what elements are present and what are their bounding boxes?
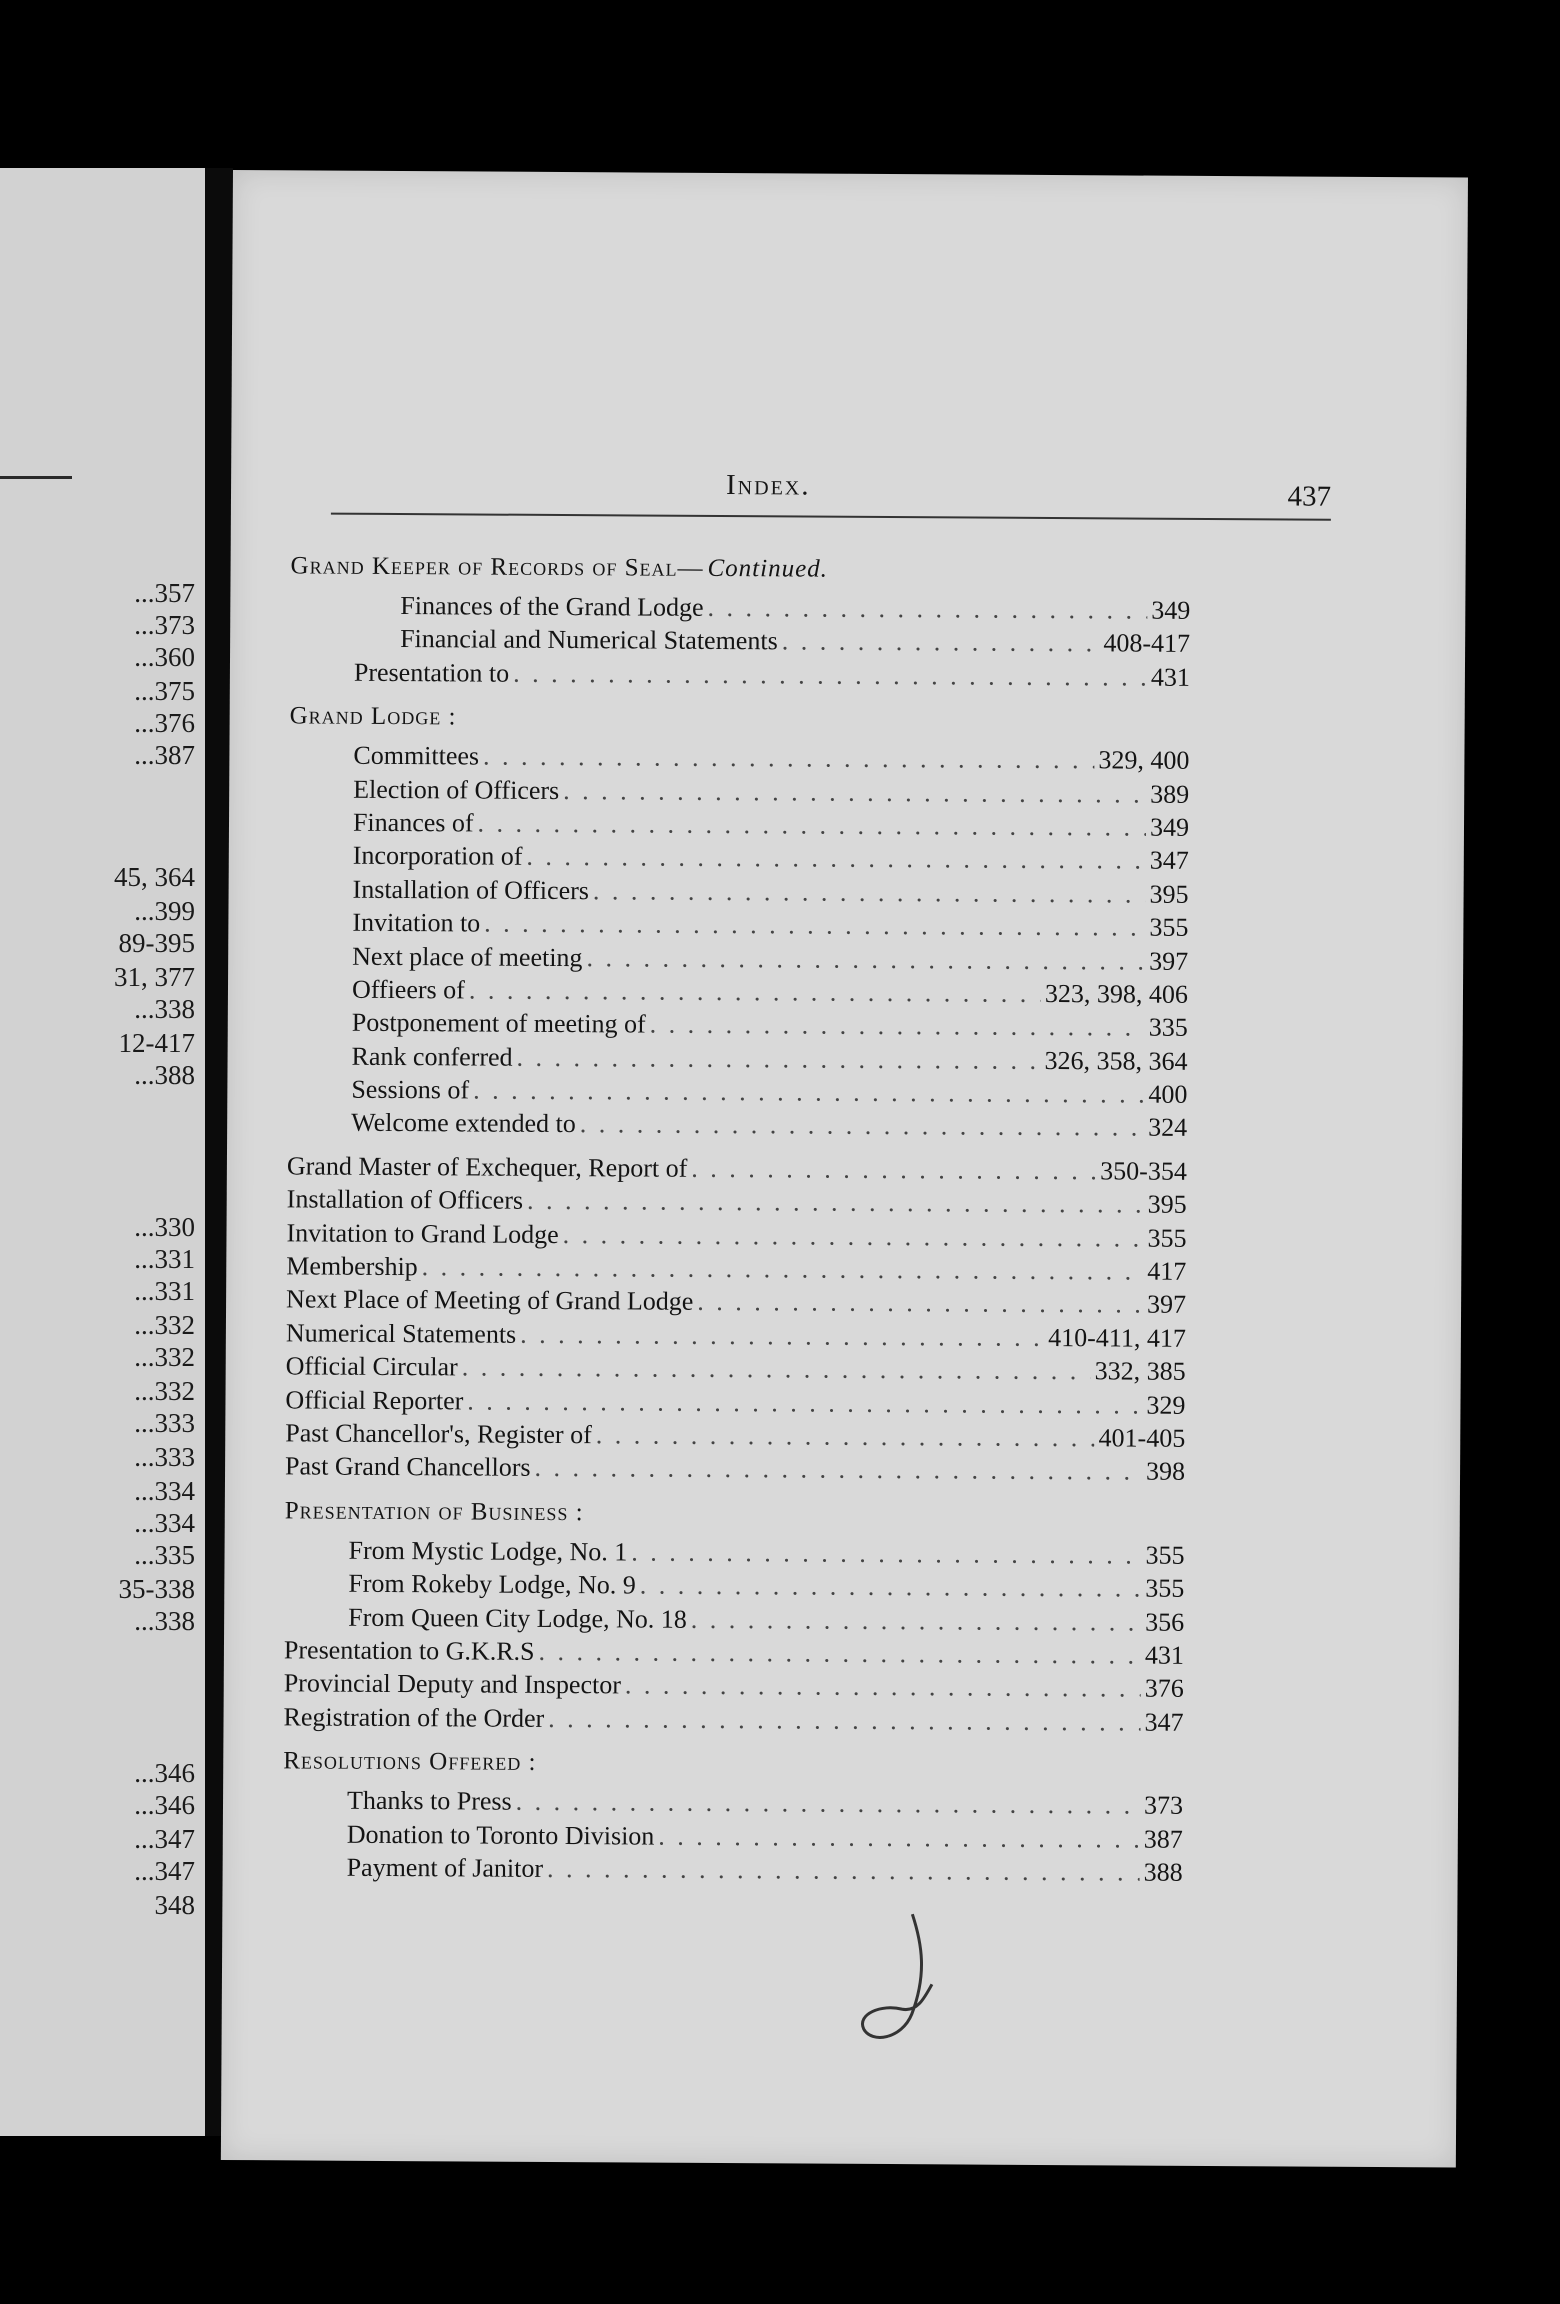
index-entry-pages: 387	[1143, 1824, 1183, 1854]
index-entry-pages: 355	[1149, 912, 1189, 942]
index-entry	[290, 590, 1190, 629]
dot-leader	[462, 1353, 1091, 1387]
index-entry	[283, 1819, 1183, 1858]
index-entry	[288, 907, 1188, 946]
index-entry-pages: 417	[1147, 1256, 1187, 1286]
dot-leader	[484, 909, 1145, 943]
index-entry-pages: 408-417	[1103, 628, 1191, 659]
section-heading	[285, 1497, 1185, 1540]
index-entry-pages: 401-405	[1098, 1423, 1186, 1453]
index-entry-pages: 335	[1148, 1012, 1188, 1043]
index-entry-pages: 431	[1144, 1640, 1185, 1670]
index-entry-term: Past Chancellor's, Register of	[285, 1418, 592, 1450]
index-entry-pages: 395	[1149, 879, 1189, 909]
dot-leader	[469, 975, 1041, 1008]
dot-leader	[422, 1252, 1144, 1286]
index-entry-term: Presentation to G.K.R.S	[283, 1635, 535, 1666]
index-entry-pages: 410-411, 417	[1048, 1322, 1186, 1353]
dot-leader	[625, 1671, 1141, 1704]
left-page-fragment-text: ...335	[134, 1540, 195, 1570]
left-page-fragment-text: ...332	[134, 1310, 195, 1340]
index-entry-term: Invitation to Grand Lodge	[286, 1217, 559, 1249]
left-page-fragment-text: 45, 364	[114, 862, 195, 892]
index-entry-pages: 355	[1145, 1573, 1185, 1603]
left-page-fragment-text: ...346	[134, 1758, 195, 1788]
left-page-fragment-text: ...357	[134, 578, 195, 608]
header-rule	[331, 513, 1331, 521]
dot-leader	[527, 1186, 1144, 1220]
index-entry-pages: 356	[1145, 1607, 1185, 1637]
section-heading	[290, 703, 1190, 746]
index-entry-term: Finances of	[352, 807, 474, 838]
index-entry-term: Installation of Officers	[352, 874, 590, 905]
section-heading-text: Grand Keeper of Records of Seal—	[290, 552, 704, 582]
index-entry	[284, 1635, 1184, 1674]
left-page-fragment-text: ...338	[134, 994, 195, 1024]
index-entry-pages: 324	[1148, 1113, 1188, 1143]
index-entry-term: Numerical Statements	[285, 1318, 517, 1349]
section-heading-text: Resolutions Offered :	[283, 1747, 537, 1776]
left-page-fragment-text: ...373	[134, 610, 195, 640]
index-entry	[287, 1185, 1187, 1224]
left-page-fragment-text: ...338	[134, 1606, 195, 1636]
index-entry-term: Installation of Officers	[286, 1184, 524, 1216]
index-entry	[289, 741, 1189, 780]
index-entry	[287, 1041, 1187, 1080]
index-entry-pages: 355	[1147, 1223, 1187, 1253]
index-entry-term: Invitation to	[352, 907, 481, 938]
dot-leader	[650, 1010, 1145, 1043]
dot-leader	[596, 1420, 1095, 1453]
dot-leader	[467, 1386, 1142, 1420]
index-entry	[286, 1318, 1186, 1357]
index-entry	[283, 1702, 1183, 1741]
index-entry-term: Committees	[353, 740, 480, 771]
left-page-rule	[0, 476, 72, 479]
dot-leader	[516, 1787, 1140, 1821]
left-page-fragment-text: ...333	[134, 1408, 195, 1438]
index-entry-term: Offieers of	[351, 974, 465, 1005]
left-page-fragment-text: ...330	[134, 1212, 195, 1242]
dot-leader	[563, 776, 1146, 810]
index-entry	[287, 1074, 1187, 1113]
index-entry	[283, 1785, 1183, 1824]
dot-leader	[548, 1704, 1141, 1738]
index-body	[283, 540, 1191, 1891]
left-page-fragment	[0, 168, 205, 2136]
left-page-fragment-text: 348	[154, 1890, 195, 1920]
index-entry-term: Next Place of Meeting of Grand Lodge	[286, 1284, 694, 1317]
index-entry-term: Donation to Toronto Division	[346, 1819, 655, 1851]
dot-leader	[782, 627, 1100, 659]
index-entry-term: Sessions of	[351, 1074, 470, 1105]
index-entry-term: Past Grand Chancellors	[284, 1451, 531, 1483]
index-entry-term: Election of Officers	[353, 774, 560, 805]
index-entry	[288, 1008, 1188, 1047]
index-entry-term: Thanks to Press	[346, 1785, 512, 1816]
left-page-fragment-text: ...388	[134, 1060, 195, 1090]
index-entry-term: Official Circular	[285, 1351, 458, 1382]
index-entry-term: Next place of meeting	[352, 941, 583, 972]
index-entry-term: Finances of the Grand Lodge	[400, 591, 704, 622]
index-entry-term: Rank conferred	[351, 1041, 513, 1072]
index-entry	[290, 657, 1190, 696]
left-page-fragment-text: 31, 377	[114, 962, 195, 992]
index-entry-term: Registration of the Order	[283, 1702, 545, 1733]
dot-leader	[526, 842, 1145, 876]
index-entry	[285, 1452, 1185, 1491]
index-entry	[287, 1151, 1187, 1190]
index-entry-term: Presentation to	[353, 657, 510, 688]
index-entry-pages: 373	[1143, 1790, 1184, 1820]
left-page-fragment-text: ...332	[134, 1376, 195, 1406]
dot-leader	[586, 943, 1145, 976]
dot-leader	[547, 1854, 1140, 1888]
left-page-fragment-text: ...347	[134, 1824, 195, 1854]
index-entry-pages: 349	[1151, 595, 1191, 625]
index-entry-pages: 332, 385	[1094, 1356, 1186, 1387]
section-heading	[290, 552, 1190, 595]
index-entry-term: From Mystic Lodge, No. 1	[348, 1535, 628, 1567]
index-entry-pages: 349	[1149, 812, 1190, 842]
index-entry-term: Membership	[286, 1251, 418, 1282]
index-entry	[288, 941, 1188, 980]
index-entry	[288, 974, 1188, 1013]
dot-leader	[691, 1154, 1096, 1186]
index-entry	[286, 1251, 1186, 1290]
index-entry-term: Payment of Janitor	[346, 1852, 544, 1883]
left-page-fragment-text: ...334	[134, 1476, 195, 1506]
dot-leader	[534, 1453, 1142, 1487]
left-page-fragment-text: ...333	[134, 1442, 195, 1472]
index-entry-pages: 347	[1144, 1707, 1184, 1737]
index-entry	[284, 1535, 1184, 1574]
dot-leader	[563, 1220, 1144, 1254]
index-entry	[289, 774, 1189, 813]
index-entry	[284, 1669, 1184, 1708]
dot-leader	[538, 1637, 1141, 1671]
left-page-fragment-text: ...331	[134, 1276, 195, 1306]
index-entry-pages: 350-354	[1100, 1156, 1187, 1186]
index-entry	[287, 1108, 1187, 1147]
dot-leader	[513, 659, 1147, 693]
index-entry-pages: 388	[1143, 1857, 1183, 1887]
index-entry	[285, 1385, 1185, 1424]
index-entry-term: Postponement of meeting of	[351, 1008, 646, 1039]
section-heading-text: Grand Lodge :	[289, 702, 457, 731]
left-page-fragment-text: ...376	[134, 708, 195, 738]
index-entry-term: Provincial Deputy and Inspector	[283, 1668, 622, 1700]
left-page-fragment-text: ...346	[134, 1790, 195, 1820]
index-entry-pages: 326, 358, 364	[1044, 1045, 1188, 1076]
dot-leader	[483, 742, 1094, 776]
section-heading-text: Presentation of Business :	[284, 1497, 584, 1526]
left-page-fragment-text: ...387	[134, 740, 195, 770]
index-entry-pages: 431	[1150, 662, 1191, 692]
index-entry-pages: 389	[1150, 779, 1190, 809]
page-header	[331, 461, 1331, 527]
index-entry-pages: 323, 398, 406	[1044, 978, 1189, 1009]
dot-leader	[658, 1821, 1140, 1854]
index-entry	[286, 1218, 1186, 1257]
dot-leader	[631, 1537, 1141, 1570]
index-entry	[290, 624, 1190, 663]
index-page	[221, 170, 1468, 2168]
page-title: Index.	[725, 469, 811, 502]
left-page-fragment-text: ...399	[134, 896, 195, 926]
dot-leader	[593, 876, 1146, 909]
index-entry-term: Grand Master of Exchequer, Report of	[286, 1151, 688, 1183]
dot-leader	[516, 1042, 1040, 1075]
left-page-fragment-text: ...334	[134, 1508, 195, 1538]
index-entry-pages: 400	[1148, 1079, 1188, 1109]
left-page-fragment-text: ...347	[134, 1856, 195, 1886]
left-page-fragment-text: 12-417	[118, 1028, 195, 1058]
index-entry-pages: 329, 400	[1098, 745, 1190, 776]
left-page-fragment-text: ...360	[134, 642, 195, 672]
index-entry-pages: 376	[1144, 1673, 1184, 1704]
index-entry	[286, 1285, 1186, 1324]
dot-leader	[707, 593, 1147, 626]
left-page-fragment-text: ...375	[134, 676, 195, 706]
pencil-mark	[841, 1904, 962, 2075]
dot-leader	[478, 808, 1147, 842]
dot-leader	[691, 1604, 1141, 1637]
dot-leader	[580, 1110, 1145, 1143]
index-entry-term: From Rokeby Lodge, No. 9	[348, 1568, 636, 1600]
index-entry-term: From Queen City Lodge, No. 18	[348, 1602, 687, 1634]
page-number: 437	[1287, 480, 1332, 513]
index-entry	[284, 1602, 1184, 1641]
index-entry	[286, 1352, 1186, 1391]
continued-label: Continued.	[707, 554, 829, 583]
index-entry-pages: 398	[1145, 1456, 1186, 1487]
index-entry-term: Welcome extended to	[351, 1108, 576, 1139]
index-entry-term: Incorporation of	[352, 841, 523, 872]
index-entry	[288, 874, 1188, 913]
dot-leader	[697, 1287, 1143, 1320]
left-page-fragment-text: 35-338	[118, 1574, 195, 1604]
index-entry-pages: 355	[1145, 1540, 1185, 1570]
index-entry-pages: 395	[1147, 1189, 1187, 1220]
left-page-fragment-text: 89-395	[118, 928, 195, 958]
dot-leader	[640, 1571, 1142, 1604]
index-entry-term: Official Reporter	[285, 1384, 464, 1416]
dot-leader	[473, 1076, 1144, 1110]
index-entry	[285, 1418, 1185, 1457]
left-page-fragment-text: ...331	[134, 1244, 195, 1274]
index-entry	[284, 1568, 1184, 1607]
index-entry-pages: 329	[1146, 1390, 1186, 1420]
index-entry	[289, 841, 1189, 880]
index-entry	[289, 807, 1189, 846]
index-entry	[283, 1852, 1183, 1891]
index-entry-pages: 397	[1146, 1290, 1187, 1320]
index-entry-pages: 397	[1149, 946, 1189, 976]
dot-leader	[520, 1320, 1044, 1353]
left-page-fragment-text: ...332	[134, 1342, 195, 1372]
section-heading	[283, 1747, 1183, 1790]
index-entry-term: Financial and Numerical Statements	[400, 624, 778, 656]
index-entry-pages: 347	[1149, 845, 1189, 876]
